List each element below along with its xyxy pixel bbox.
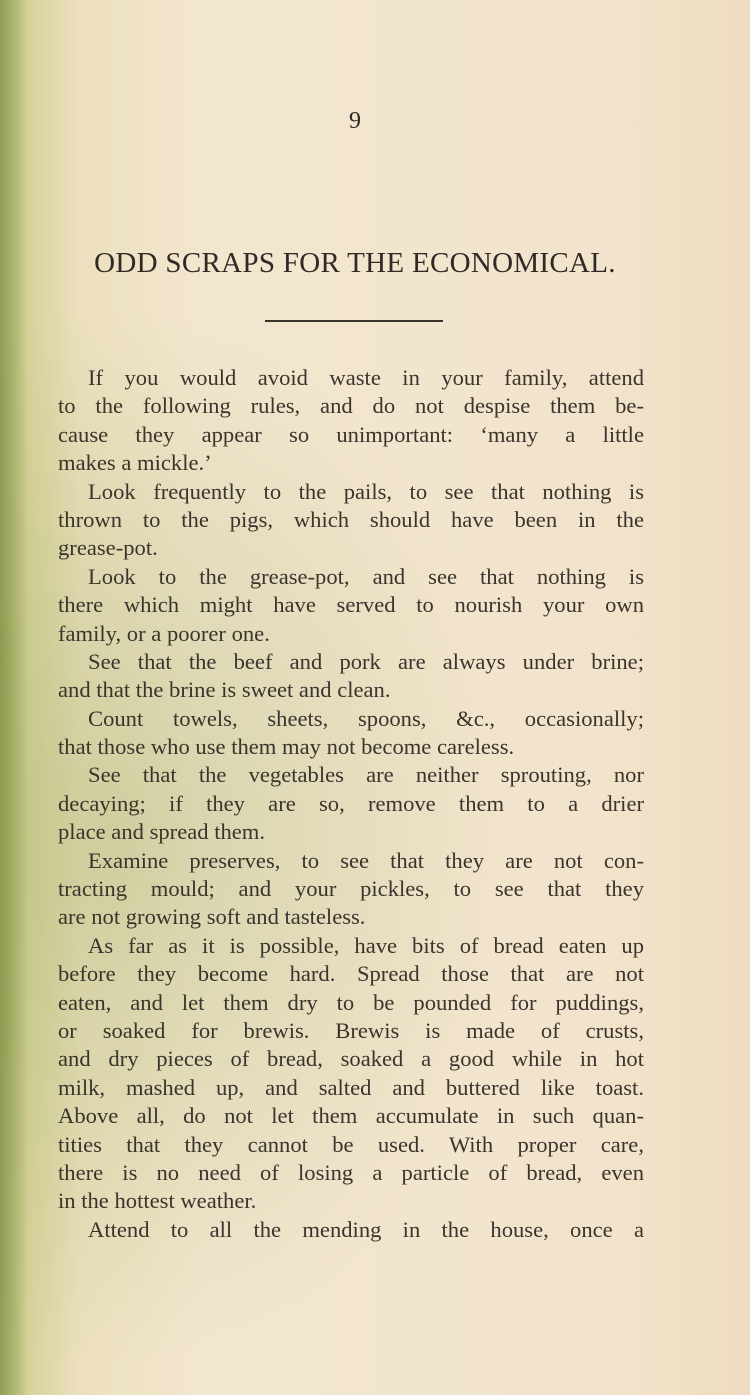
chapter-title: ODD SCRAPS FOR THE ECONOMICAL. <box>94 247 616 279</box>
text-line: Above all, do not let them accumulate in such quan- <box>58 1103 644 1129</box>
text-line: Look frequently to the pails, to see that nothing is <box>88 478 644 504</box>
text-line: there is no need of losing a particle of bread, even <box>58 1159 644 1185</box>
text-line: or soaked for brewis. Brewis is made of crusts, <box>58 1017 644 1043</box>
text-line: See that the beef and pork are always under brine; <box>88 648 644 674</box>
text-line: there which might have served to nourish your own <box>58 592 644 618</box>
body-text <box>58 364 644 1244</box>
page-edge-shading <box>0 0 28 1395</box>
text-line: that those who use them may not become careless. <box>58 734 515 760</box>
text-line: Examine preserves, to see that they are not con- <box>88 847 644 873</box>
text-line: Attend to all the mending in the house, once a <box>88 1216 644 1242</box>
title-divider-rule <box>265 320 443 322</box>
text-line: If you would avoid waste in your family, attend <box>88 365 644 390</box>
text-line: makes a mickle.’ <box>58 450 212 476</box>
text-line: thrown to the pigs, which should have been in the <box>58 506 644 532</box>
text-line: Count towels, sheets, spoons, &c., occasionally; <box>88 705 644 731</box>
text-line: milk, mashed up, and salted and buttered like toast. <box>58 1074 644 1100</box>
text-line: family, or a poorer one. <box>58 620 270 646</box>
text-line: are not growing soft and tasteless. <box>58 904 366 930</box>
text-line: eaten, and let them dry to be pounded for puddings, <box>58 989 644 1015</box>
text-line: and dry pieces of bread, soaked a good while in hot <box>58 1046 644 1072</box>
text-line: cause they appear so unimportant: ‘many a little <box>58 421 644 447</box>
text-line: Look to the grease-pot, and see that nothing is <box>88 563 644 589</box>
text-line: before they become hard. Spread those that are not <box>58 961 644 987</box>
text-line: and that the brine is sweet and clean. <box>58 677 391 703</box>
text-line: See that the vegetables are neither sprouting, nor <box>88 762 644 788</box>
text-line: place and spread them. <box>58 819 266 845</box>
text-line: in the hottest weather. <box>58 1188 257 1214</box>
text-line: tities that they cannot be used. With proper care, <box>58 1131 644 1157</box>
text-line: grease-pot. <box>58 535 158 561</box>
text-line: to the following rules, and do not despise them be- <box>58 393 644 419</box>
text-line: tracting mould; and your pickles, to see that they <box>58 876 644 902</box>
page-number: 9 <box>349 108 361 134</box>
text-line: As far as it is possible, have bits of bread eaten up <box>88 932 644 958</box>
text-line: decaying; if they are so, remove them to a drier <box>58 790 644 816</box>
